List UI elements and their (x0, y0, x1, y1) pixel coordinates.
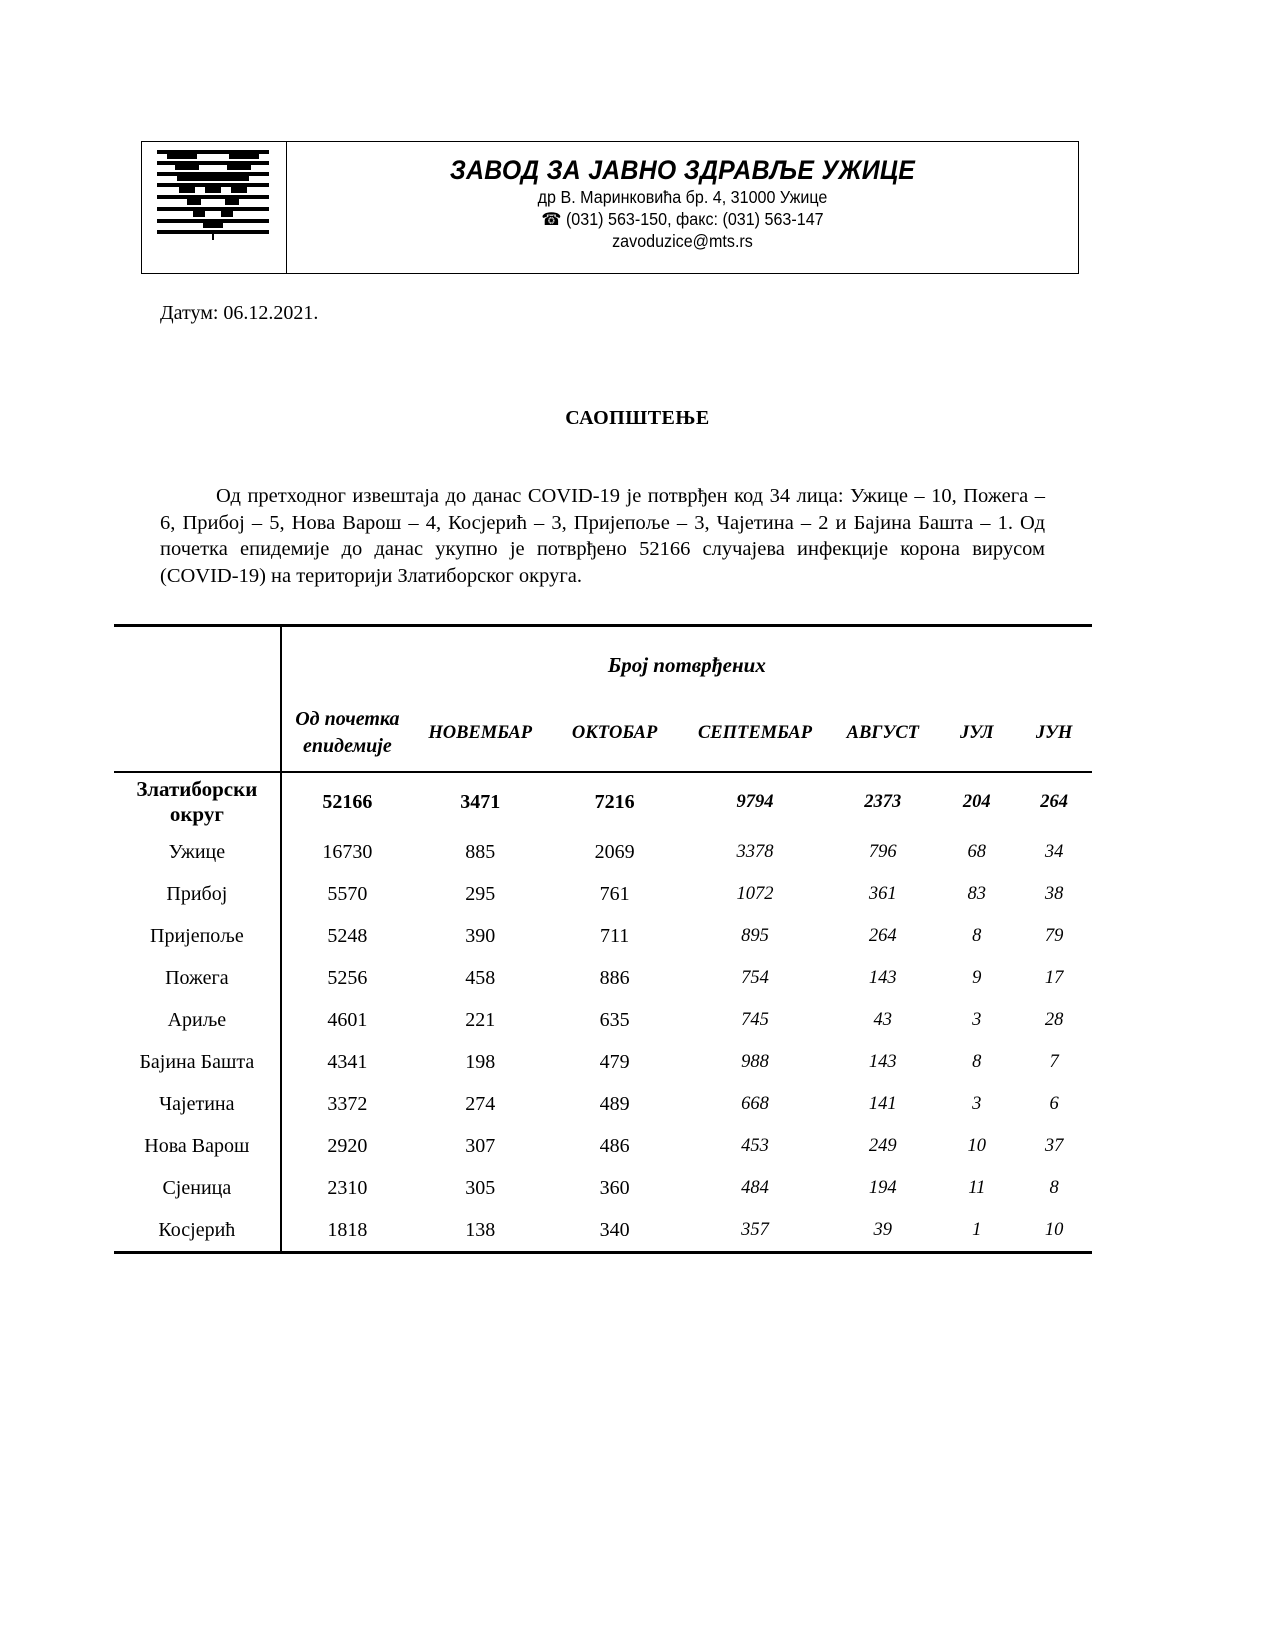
row-label: Пријепоље (114, 915, 281, 957)
institute-logo-icon (157, 150, 269, 240)
cell: 8 (972, 925, 982, 946)
cell: 2920 (327, 1134, 368, 1157)
cell: 194 (868, 1177, 897, 1198)
cell: 360 (599, 1176, 630, 1199)
row-label: Нова Варош (114, 1125, 281, 1167)
cell: 10 (1016, 1209, 1092, 1253)
cell: 143 (868, 1051, 897, 1072)
cell: 6 (1049, 1093, 1059, 1114)
cell: 305 (465, 1176, 496, 1199)
table-row (114, 1041, 1092, 1083)
cell: 361 (868, 883, 897, 904)
document-date: Датум: 06.12.2021. (160, 302, 319, 324)
cell: 635 (599, 1008, 630, 1031)
org-name: ЗАВОД ЗА ЈАВНО ЗДРАВЉЕ УЖИЦЕ (449, 155, 916, 185)
cell: 761 (599, 882, 630, 905)
cell: 10 (967, 1135, 986, 1156)
cell: 2373 (864, 791, 902, 812)
table-row (114, 1209, 1092, 1253)
table-row (114, 999, 1092, 1041)
cell: 43 (873, 1009, 893, 1030)
cell: 4601 (327, 1008, 368, 1031)
cell: 754 (741, 967, 769, 988)
column-header: ЈУН (1016, 695, 1092, 772)
cell: 3 (972, 1093, 982, 1114)
cell: 79 (1044, 925, 1064, 946)
cell: 988 (741, 1051, 769, 1072)
column-header: НОВЕМБАР (413, 695, 547, 772)
table-row (114, 831, 1092, 873)
cell: 274 (465, 1092, 496, 1115)
org-info (287, 142, 1078, 273)
cell: 885 (465, 840, 496, 863)
row-label: Бајина Башта (114, 1041, 281, 1083)
cell: 52166 (322, 790, 373, 813)
cell: 1818 (281, 1209, 413, 1253)
cell: 9 (972, 967, 982, 988)
cell: 83 (967, 883, 986, 904)
cell: 7216 (594, 790, 635, 813)
row-label: Пожега (114, 957, 281, 999)
cell: 2069 (594, 840, 635, 863)
cell: 3378 (736, 841, 774, 862)
table-row-total (114, 772, 1092, 831)
empty-corner-cell (114, 626, 281, 773)
row-label: Чајетина (114, 1083, 281, 1125)
cell: 68 (967, 841, 986, 862)
cell: 5256 (327, 966, 368, 989)
letterhead (141, 141, 1079, 274)
cell: 711 (599, 924, 630, 947)
cell: 486 (599, 1134, 630, 1157)
cell: 357 (682, 1209, 828, 1253)
cell: 745 (741, 1009, 769, 1030)
cell: 3 (972, 1009, 982, 1030)
cell: 489 (599, 1092, 630, 1115)
cell: 1072 (736, 883, 774, 904)
cell: 5570 (327, 882, 368, 905)
cell: 264 (868, 925, 897, 946)
cell: 895 (741, 925, 769, 946)
cell: 295 (465, 882, 496, 905)
cell: 7 (1049, 1051, 1059, 1072)
column-header: ЈУЛ (937, 695, 1016, 772)
org-phone: (031) 563-150, факс: (031) 563-147 (565, 209, 824, 229)
org-phone-line (319, 208, 1047, 230)
cell: 3372 (327, 1092, 368, 1115)
row-label: Златиборски округ (114, 772, 281, 831)
table-row (114, 915, 1092, 957)
cell: 34 (1044, 841, 1064, 862)
cell: 9794 (736, 791, 774, 812)
cell: 2310 (327, 1176, 368, 1199)
cell: 264 (1040, 791, 1068, 812)
row-label: Прибој (114, 873, 281, 915)
row-label: Сјеница (114, 1167, 281, 1209)
column-header: СЕПТЕМБАР (682, 695, 828, 772)
column-header: ОКТОБАР (547, 695, 681, 772)
table-row (114, 1125, 1092, 1167)
cell: 8 (972, 1051, 982, 1072)
row-label: Ужице (114, 831, 281, 873)
column-header: Од почетка епидемије (281, 695, 413, 772)
table-row (114, 1167, 1092, 1209)
document-title: САОПШТЕЊЕ (565, 407, 710, 429)
cell: 39 (828, 1209, 937, 1253)
row-label: Ариље (114, 999, 281, 1041)
cell: 5248 (327, 924, 368, 947)
logo-cell (142, 142, 287, 273)
phone-icon: ☎ (541, 209, 562, 229)
cell: 16730 (322, 840, 373, 863)
cell: 198 (465, 1050, 496, 1073)
cell: 17 (1044, 967, 1064, 988)
cell: 390 (465, 924, 496, 947)
group-header: Број потврђених (281, 626, 1092, 696)
cell: 307 (465, 1134, 496, 1157)
org-email: zavoduzice@mts.rs (612, 231, 753, 251)
announcement-paragraph: Од претходног извештаја до данас COVID-19 је потврђен код 34 лица: Ужице – 10, Пожега – 6, Прибој – 5, Нова Варош – 4, Косјерић – 3, Пријепоље – 3, Чајетина – 2 и Бајина Башта – 1. Од почетка епидемије до данас укупно је потврђено 52166 случајева инфекције корона вирусом (COVID-19) на територији Златиборског округа. (160, 485, 1045, 587)
cell: 484 (741, 1177, 769, 1198)
cell: 886 (599, 966, 630, 989)
cell: 4341 (327, 1050, 368, 1073)
table-row (114, 873, 1092, 915)
cell: 249 (868, 1135, 897, 1156)
cell: 38 (1044, 883, 1064, 904)
cell: 668 (741, 1093, 769, 1114)
cell: 28 (1044, 1009, 1064, 1030)
group-header-row (114, 626, 1092, 696)
cell: 458 (465, 966, 496, 989)
cell: 221 (465, 1008, 496, 1031)
cell: 3471 (460, 790, 501, 813)
column-header: АВГУСТ (828, 695, 937, 772)
cell: 204 (962, 791, 991, 812)
cell: 37 (1044, 1135, 1064, 1156)
cell: 479 (599, 1050, 630, 1073)
cases-table (114, 624, 1092, 1254)
row-label: Косјерић (114, 1209, 281, 1253)
table-row (114, 957, 1092, 999)
cell: 796 (868, 841, 897, 862)
org-address: др В. Маринковића бр. 4, 31000 Ужице (537, 187, 828, 207)
cell: 453 (741, 1135, 769, 1156)
cell: 11 (968, 1177, 986, 1198)
table-row (114, 1083, 1092, 1125)
cell: 1 (937, 1209, 1016, 1253)
cell: 340 (547, 1209, 681, 1253)
cell: 138 (413, 1209, 547, 1253)
cell: 8 (1049, 1177, 1059, 1198)
cell: 143 (868, 967, 897, 988)
cell: 141 (868, 1093, 897, 1114)
